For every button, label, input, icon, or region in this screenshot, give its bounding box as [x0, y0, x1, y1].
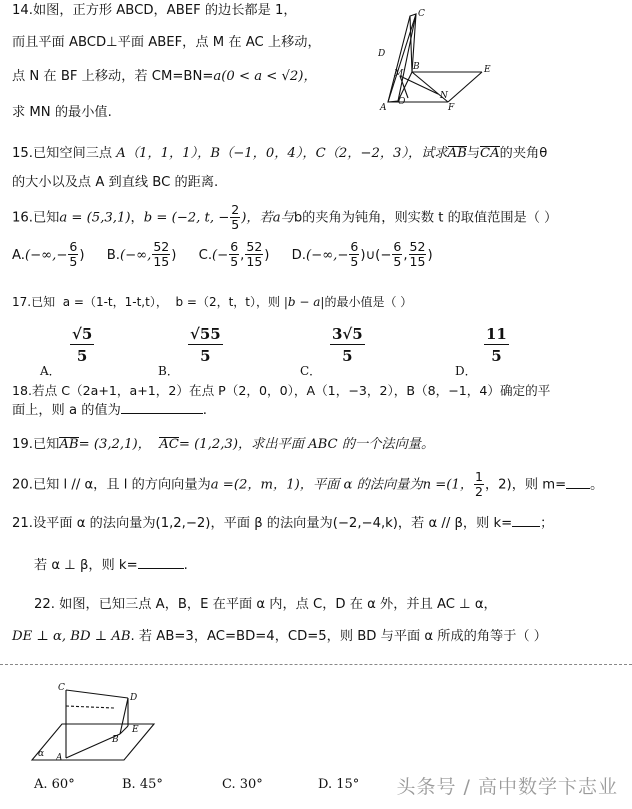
q16-stem: 16.已知a = (5,3,1)，b = (−2, t, − $\frac{2}{5}$ )，若a与b的夹角为钝角，则实数 t 的取值范围是（ ） — [12, 202, 558, 232]
q15-line2: 的大小以及点 A 到直线 BC 的距离. — [12, 175, 219, 190]
q22-line2: DE ⊥ α, BD ⊥ AB. 若 AB=3，AC=BD=4，CD=5，则 BD 与平面 α 所成的角等于（ ） — [12, 629, 547, 644]
q14-line4: 求 MN 的最小值. — [12, 105, 112, 120]
q20-answer-blank[interactable] — [566, 488, 590, 489]
q15-line1: 15.已知空间三点 A（1，1，1），B（−1，0，4），C（2，−2，3），试求AB与CA的夹角θ — [12, 146, 548, 161]
q21-answer-blank-1[interactable] — [512, 526, 540, 527]
fig14-label: N — [440, 91, 448, 101]
q18-line2: 面上，则 a 的值为 . — [12, 403, 207, 418]
fig22-label: E — [132, 725, 139, 735]
q16-option-c[interactable]: C.(− $\frac{6}{5}$ , $\frac{52}{15}$ ) — [198, 239, 270, 269]
q17-option-a-value: $\frac{√5}{5}$ — [72, 325, 93, 365]
fig14-label: O — [398, 97, 406, 107]
fig22-label: α — [38, 749, 45, 759]
q17-option-d-value: $\frac{11}{5}$ — [486, 325, 507, 365]
q17-option-c-value: $\frac{3√5}{5}$ — [332, 325, 363, 365]
q22-option-b[interactable]: B. 45° — [122, 777, 163, 792]
fig14-label: C — [418, 9, 425, 19]
q17-option-b-label[interactable]: B． — [158, 364, 179, 378]
fig14-label: D — [378, 49, 386, 59]
fig14-label: E — [484, 65, 491, 75]
q17-option-d-label[interactable]: D． — [455, 364, 477, 378]
q14-line3: 点 N 在 BF 上移动，若 CM=BN=a(0 < a < √2)， — [12, 69, 317, 84]
q20-line: 20.已知 l // α，且 l 的方向向量为a =(2，m，1)，平面 α 的法向量为n =(1， $\frac{1}{2}$ ，2)，则 m= 。 — [12, 469, 604, 499]
section-divider — [0, 664, 632, 665]
figure-14 — [378, 6, 502, 111]
q22-option-a[interactable]: A. 60° — [34, 777, 75, 792]
q22-line1: 22. 如图，已知三点 A，B，E 在平面 α 内，点 C，D 在 α 外，并且 AC ⊥ α， — [34, 597, 497, 612]
q21-line2: 若 α ⊥ β，则 k= . — [34, 558, 188, 573]
q17-option-a-label[interactable]: A． — [40, 364, 61, 378]
q18-line1: 18.若点 C（2a+1，a+1，2）在点 P（2，0，0），A（1，−3，2），B（8，−1，4）确定的平 — [12, 383, 551, 398]
q17-stem: 17.已知 a =（1-t，1-t,t）， b =（2，t，t），则 |b − a|的最小值是（ ） — [12, 295, 413, 309]
q14-line1: 14.如图，正方形 ABCD，ABEF 的边长都是 1， — [12, 3, 297, 18]
fig14-label: M — [394, 69, 404, 79]
q22-option-c[interactable]: C. 30° — [222, 777, 263, 792]
q19-line: 19.已知AB= (3,2,1)， AC= (1,2,3)，求出平面 ABC 的一个法向量。 — [12, 437, 435, 452]
q22-option-d[interactable]: D. 15° — [318, 777, 360, 792]
q21-line1: 21.设平面 α 的法向量为(1,2,−2)，平面 β 的法向量为(−2,−4,k)，若 α // β，则 k= ； — [12, 516, 554, 531]
figure-22 — [28, 676, 158, 766]
q16-option-d[interactable]: D.(−∞,− $\frac{6}{5}$ )∪(− $\frac{6}{5}$ , $\frac{52}{15}$ ) — [291, 239, 433, 269]
q21-answer-blank-2[interactable] — [138, 568, 184, 569]
q18-answer-blank[interactable] — [121, 413, 203, 414]
fig22-label: D — [130, 693, 138, 703]
q17-option-b-value: $\frac{√55}{5}$ — [190, 325, 221, 365]
watermark: 头条号 / 高中数学卞志业 — [396, 776, 618, 798]
q16-option-a[interactable]: A.(−∞,− $\frac{6}{5}$ ) — [12, 239, 85, 269]
fig22-label: A — [56, 753, 63, 763]
fig14-label: F — [448, 103, 455, 111]
fig22-label: B — [112, 735, 119, 745]
q14-line2: 而且平面 ABCD⊥平面 ABEF，点 M 在 AC 上移动， — [12, 35, 321, 50]
fig22-label: C — [58, 683, 65, 693]
fig14-label: A — [380, 103, 387, 111]
q17-option-c-label[interactable]: C． — [300, 364, 322, 378]
fig14-label: B — [413, 62, 420, 72]
q16-option-b[interactable]: B.(−∞, $\frac{52}{15}$ ) — [106, 239, 177, 269]
q16-options — [12, 240, 433, 269]
